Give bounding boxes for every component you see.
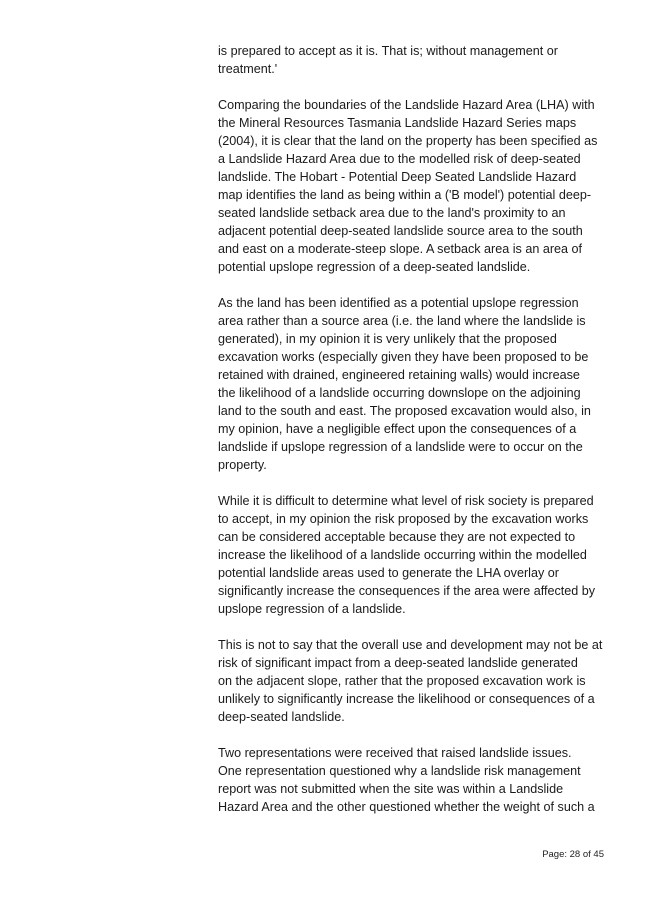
document-body — [218, 42, 610, 834]
paragraph-lha-comparison: Comparing the boundaries of the Landslide Hazard Area (LHA) with the Mineral Resources Tasmania Landslide Hazard Series maps (2004), it is clear that the land on the property has been specified as a Landslide Hazard Area due to the modelled risk of deep-seated landslide. The Hobart - Potential Deep Seated Landslide Hazard map identifies the land as being within a ('B model') potential deep- seated landslide setback area due to the land's proximity to an adjacent potential deep-seated landslide source area to the south and east on a moderate-steep slope. A setback area is an area of potential upslope regression of a deep-seated landslide. — [218, 98, 598, 274]
paragraph-regression-area: As the land has been identified as a potential upslope regression area rather than a source area (i.e. the land where the landslide is generated), in my opinion it is very unlikely that the proposed excavation works (especially given they have been proposed to be retained with drained, engineered retaining walls) would increase the likelihood of a landslide occurring downslope on the adjoining land to the south and east. The proposed excavation would also, in my opinion, have a negligible effect upon the consequences of a landslide if upslope regression of a landslide were to occur on the property. — [218, 296, 591, 472]
paragraph-continued-quote: is prepared to accept as it is. That is; without management or treatment.' — [218, 44, 558, 76]
paragraph-acceptable-risk: While it is difficult to determine what level of risk society is prepared to accept, in my opinion the risk proposed by the excavation works can be considered acceptable because they are not expected to increase the likelihood of a landslide occurring within the modelled potential landslide areas used to generate the LHA overlay or significantly increase the consequences if the area were affected by upslope regression of a landslide. — [218, 494, 596, 616]
paragraph-representations: Two representations were received that raised landslide issues. One representation questioned why a landslide risk management report was not submitted when the site was within a Landslide Hazard Area and the other questioned whether the weight of such a — [218, 746, 595, 814]
paragraph-overall-use: This is not to say that the overall use and development may not be at risk of significant impact from a deep-seated landslide generated on the adjacent slope, rather that the proposed excavation work is unlikely to significantly increase the likelihood or consequences of a deep-seated landslide. — [218, 638, 603, 724]
page-number: Page: 28 of 45 — [542, 849, 604, 860]
